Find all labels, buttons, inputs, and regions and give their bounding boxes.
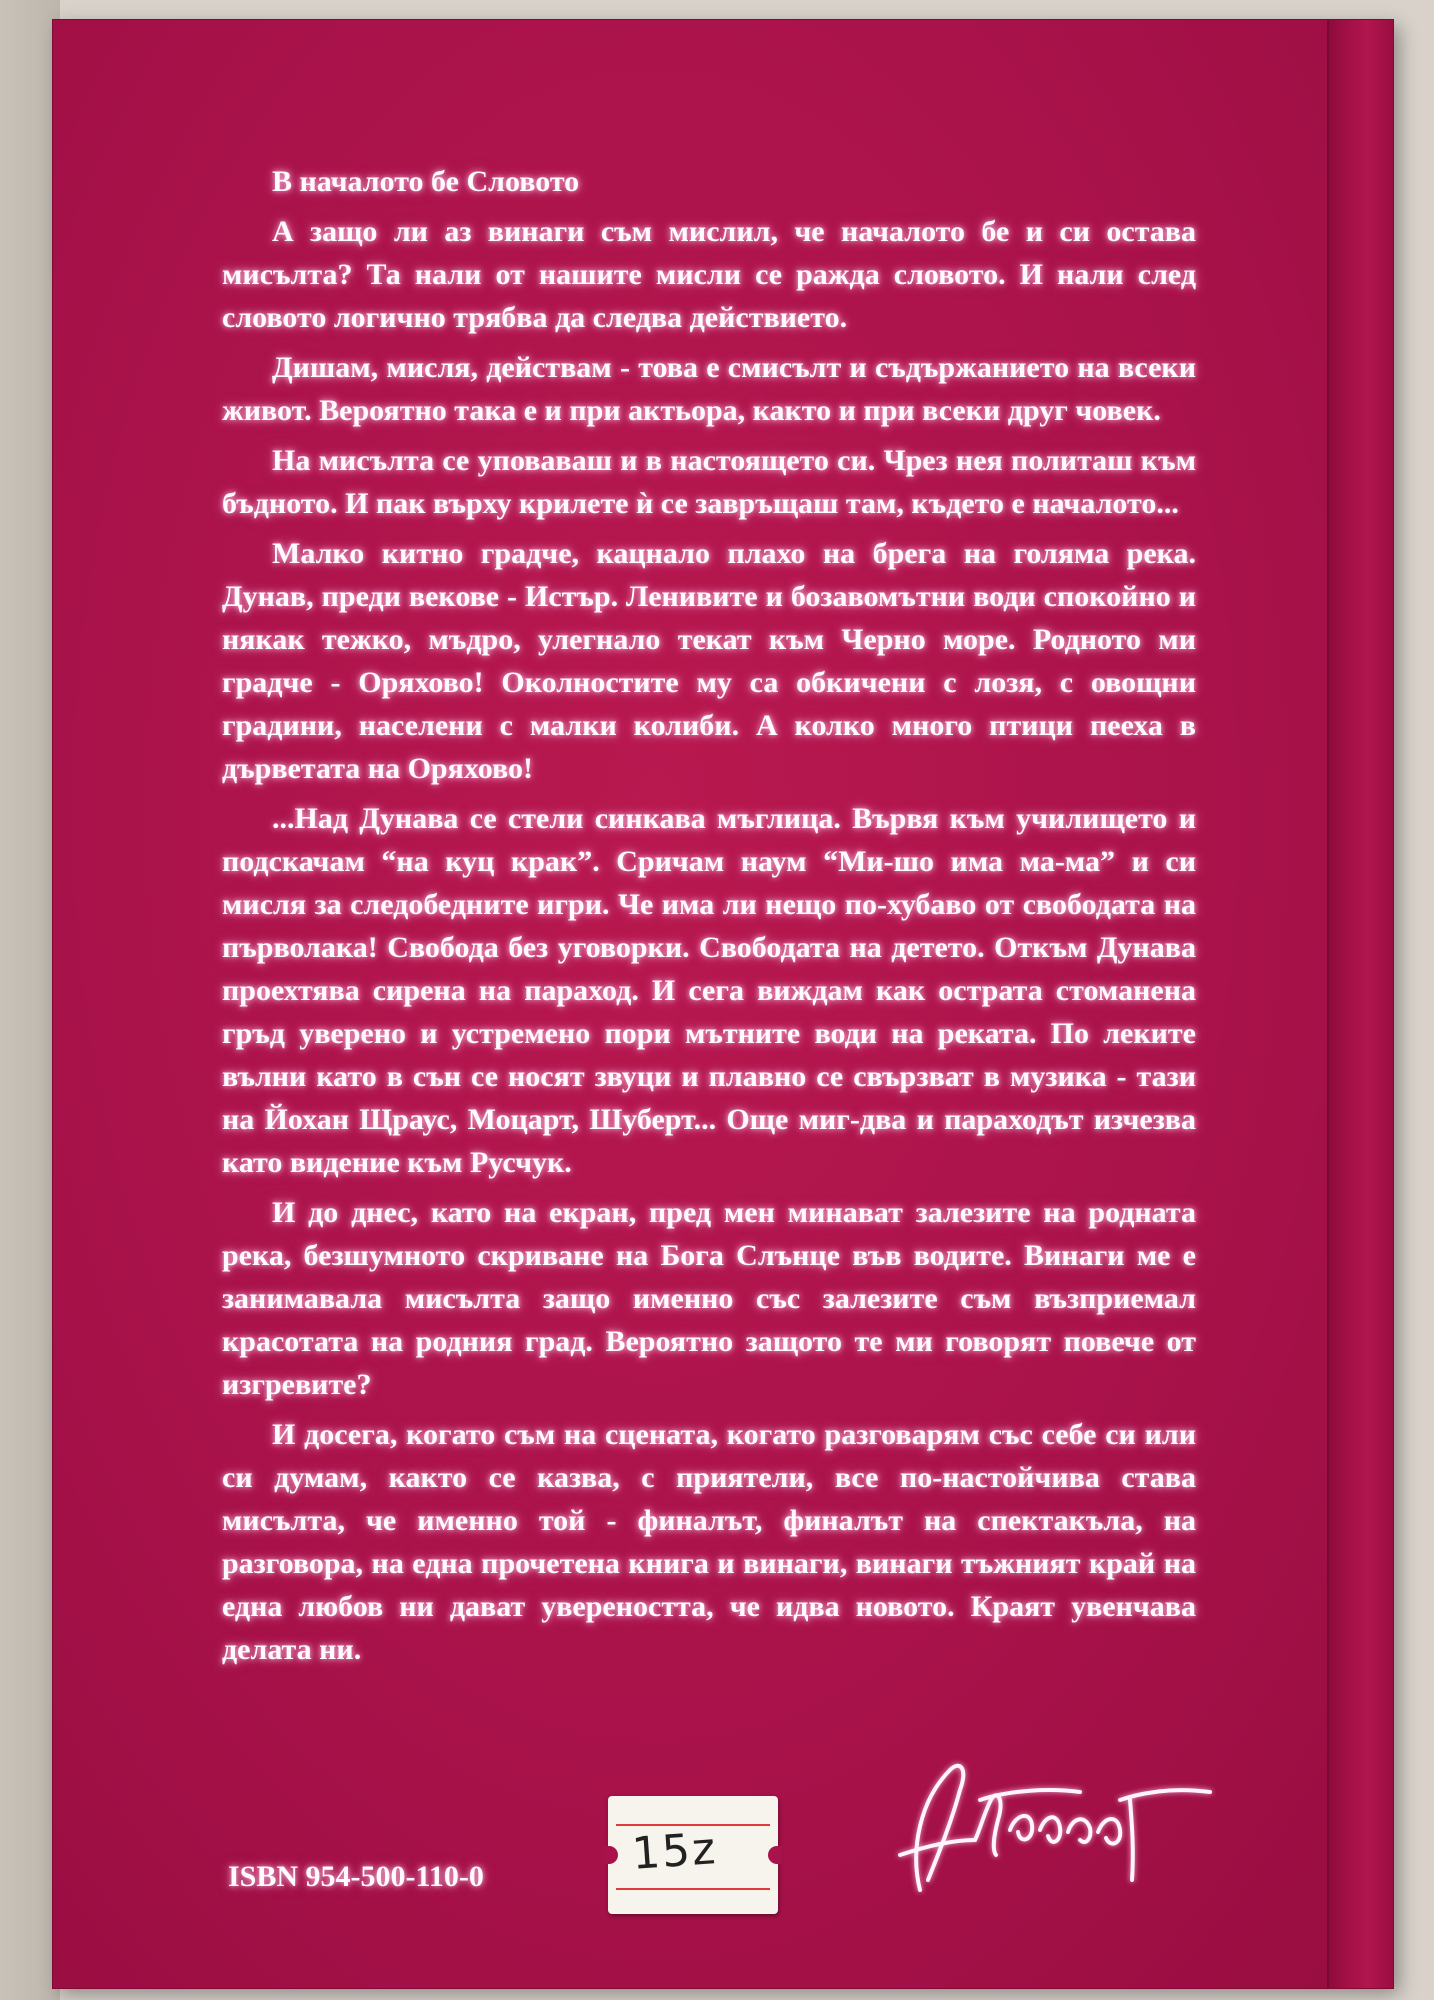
price-sticker — [608, 1796, 778, 1914]
paragraph-5: ...Над Дунава се стели синкава мъглица. Вървя към училището и подскачам “на куц крак”. Сричам наум “Ми-шо има ма-ма” и си мисля за следобедните игри. Че има ли нещо по-хубаво от свободата на първолака! Свобода без уговорки. Свободата на детето. Откъм Дунава проехтява сирена на параход. И сега виждам как острата стоманена гръд уверено и устремено пори мътните води на реката. По леките вълни като в сън се носят звуци и плавно се свързват в музика - тази на Йохан Щраус, Моцарт, Шуберт... Още миг-два и параходът изчезва като видение към Русчук. — [222, 802, 1196, 1179]
book-spine — [1327, 20, 1393, 1988]
paragraph-7: И досега, когато съм на сцената, когато разговарям със себе си или си думам, както се казва, с приятели, все по-настойчива става мисълта, че именно той - финалът, финалът на спектакъла, на разговора, на една прочетена книга и винаги, винаги тъжният край на една любов ни дават увереността, че идва новото. Краят увенчава делата ни. — [222, 1418, 1196, 1666]
isbn-number: ISBN 954-500-110-0 — [228, 1860, 484, 1893]
paragraph-2: Дишам, мисля, действам - това е смисълт и съдържанието на всеки живот. Вероятно така е и при актьора, както и при всеки друг човек. — [222, 351, 1196, 427]
table-surface — [0, 0, 60, 2000]
cover-text-block — [222, 160, 1196, 1678]
sticker-notch-right — [768, 1846, 782, 1864]
paragraph-6: И до днес, като на екран, пред мен минават залезите на родната река, безшумното скриване на Бога Слънце във водите. Винаги ме е занимавала мисълта защо именно със залезите съм възприемал красотата на родния град. Вероятно защото те ми говорят повече от изгревите? — [222, 1196, 1196, 1401]
cover-heading: В началото бе Словото — [272, 165, 580, 198]
sticker-notch-left — [604, 1846, 618, 1864]
paragraph-4: Малко китно градче, кацнало плахо на брега на голяма река. Дунав, преди векове - Истър. Ленивите и бозавомътни води спокойно и някак тежко, мъдро, улегнало текат към Черно море. Родното ми градче - Оряхово! Околностите му са обкичени с лозя, с овощни градини, населени с малки колиби. А колко много птици пееха в дърветата на Оряхово! — [222, 537, 1196, 785]
sticker-line-bottom — [616, 1888, 770, 1890]
handwritten-price: 15z — [630, 1823, 719, 1880]
author-signature — [880, 1740, 1240, 1910]
paragraph-3: На мисълта се уповаваш и в настоящето си. Чрез нея политаш към бъдното. И пак върху крилете ѝ се завръщаш там, където е началото... — [222, 444, 1196, 520]
paragraph-1: А защо ли аз винаги съм мислил, че началото бе и си остава мисълта? Та нали от нашите мисли се ражда словото. И нали след словото логично трябва да следва действието. — [222, 215, 1196, 334]
